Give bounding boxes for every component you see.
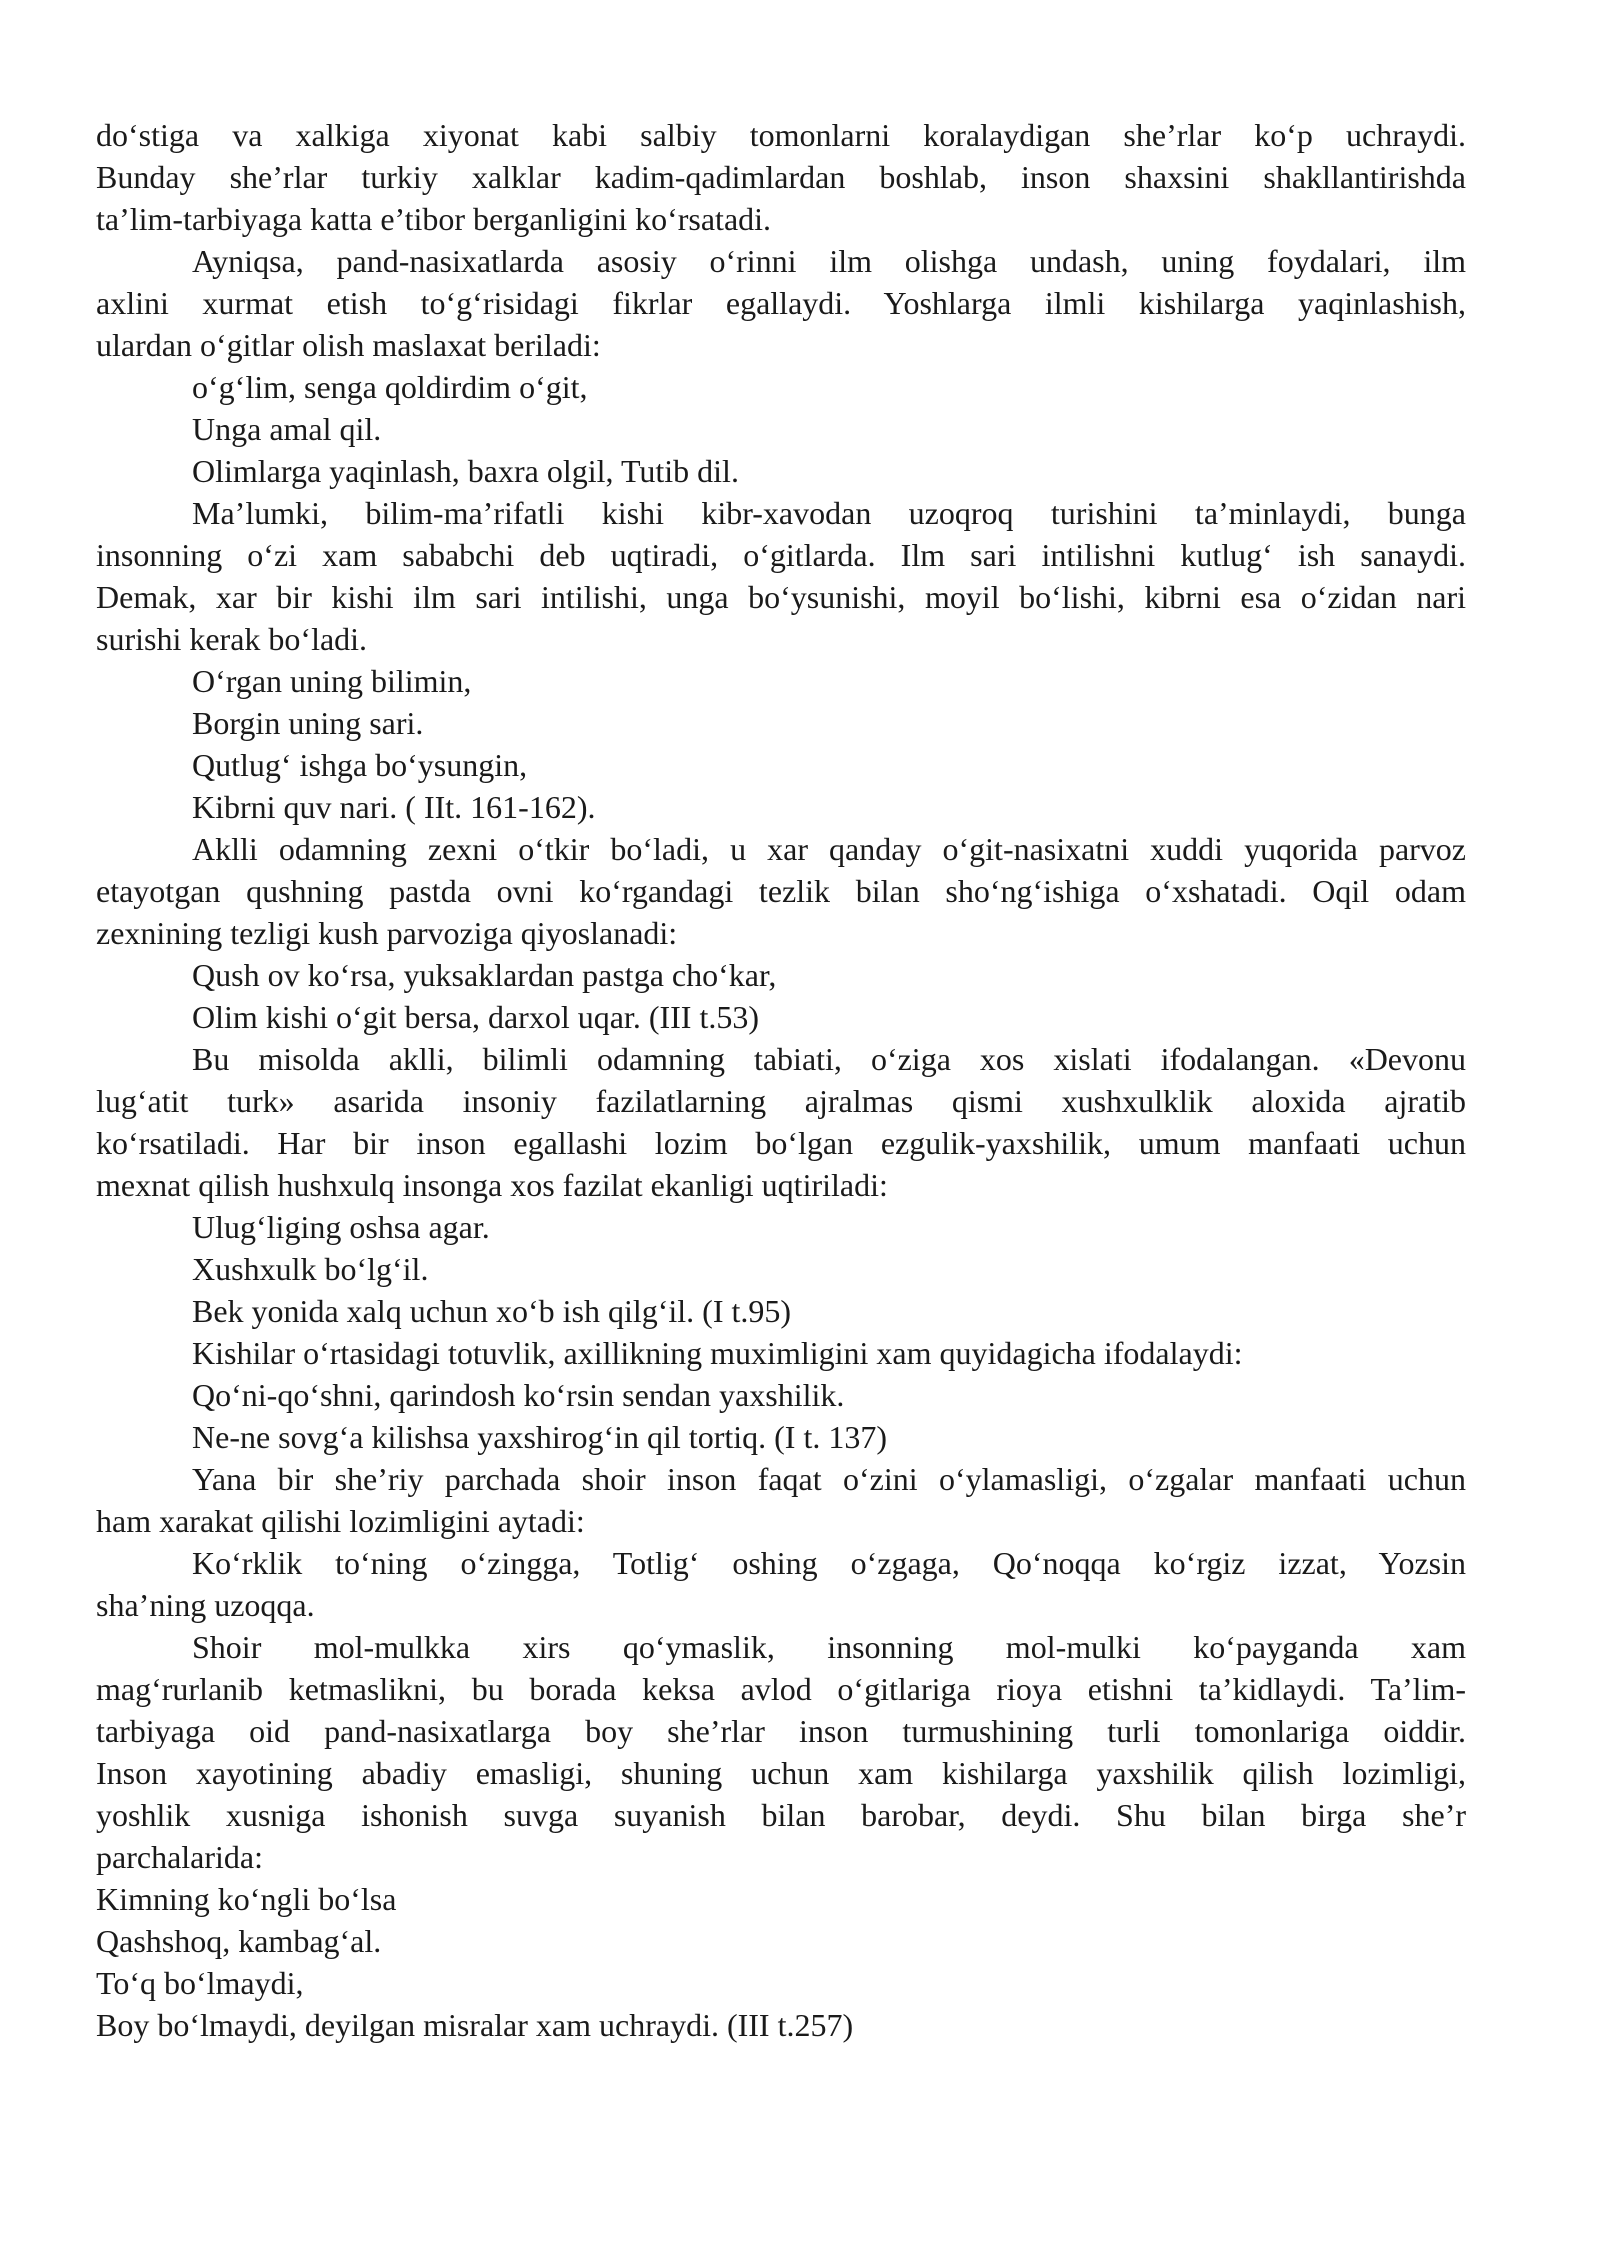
text-line: Demak, xar bir kishi ilm sari intilishi, unga bo‘ysunishi, moyil bo‘lishi, kibrni esa o‘zidan nari [96, 579, 1466, 615]
text-line: Inson xayotining abadiy emasligi, shuning uchun xam kishilarga yaxshilik qilish lozimligi, [96, 1755, 1466, 1791]
verse-line: To‘q bo‘lmaydi, [96, 1965, 304, 2001]
paragraph [96, 1038, 1466, 1206]
verse-line: Borgin uning sari. [192, 705, 424, 741]
paragraph [96, 828, 1466, 954]
verse-line: Qush ov ko‘rsa, yuksaklardan pastga cho‘kar, [192, 957, 777, 993]
text-line: lug‘atit turk» asarida insoniy fazilatlarning ajralmas qismi xushxulklik aloxida ajratib [96, 1083, 1466, 1119]
verse-line: Kishilar o‘rtasidagi totuvlik, axillikning muximligini xam quyidagicha ifodalaydi: [192, 1335, 1243, 1371]
verse-block [96, 1878, 1466, 2046]
verse-line: Ulug‘liging oshsa agar. [192, 1209, 490, 1245]
verse-line: Olim kishi o‘git bersa, darxol uqar. (III t.53) [192, 999, 759, 1035]
text-line: mexnat qilish hushxulq insonga xos fazilat ekanligi uqtiriladi: [96, 1167, 888, 1203]
text-line: ham xarakat qilishi lozimligini aytadi: [96, 1503, 585, 1539]
text-line: surishi kerak bo‘ladi. [96, 621, 368, 657]
verse-line: Olimlarga yaqinlash, baxra olgil, Tutib dil. [192, 453, 739, 489]
text-line: sha’ning uzoqqa. [96, 1587, 315, 1623]
verse-block [96, 954, 1466, 1038]
text-line: do‘stiga va xalkiga xiyonat kabi salbiy tomonlarni koralaydigan she’rlar ko‘p uchraydi. [96, 117, 1466, 153]
verse-line: Qutlug‘ ishga bo‘ysungin, [192, 747, 528, 783]
text-line: yoshlik xusniga ishonish suvga suyanish bilan barobar, deydi. Shu bilan birga she’r [96, 1797, 1466, 1833]
paragraph [96, 492, 1466, 660]
verse-line: Xushxulk bo‘lg‘il. [192, 1251, 429, 1287]
text-line: Ma’lumki, bilim-ma’rifatli kishi kibr-xavodan uzoqroq turishini ta’minlaydi, bunga [192, 495, 1466, 531]
verse-line: O‘rgan uning bilimin, [192, 663, 472, 699]
text-line: etayotgan qushning pastda ovni ko‘rgandagi tezlik bilan sho‘ng‘ishiga o‘xshatadi. Oqil odam [96, 873, 1466, 909]
text-line: Bu misolda aklli, bilimli odamning tabiati, o‘ziga xos xislati ifodalangan. «Devonu [192, 1041, 1466, 1077]
verse-block [96, 660, 1466, 828]
paragraph [96, 240, 1466, 366]
verse-line: o‘g‘lim, senga qoldirdim o‘git, [192, 369, 588, 405]
verse-line: Qo‘ni-qo‘shni, qarindosh ko‘rsin sendan yaxshilik. [192, 1377, 845, 1413]
text-line: zexnining tezligi kush parvoziga qiyoslanadi: [96, 915, 678, 951]
text-line: mag‘rurlanib ketmaslikni, bu borada keksa avlod o‘gitlariga rioya etishni ta’kidlaydi. Ta’lim- [96, 1671, 1466, 1707]
text-line: tarbiyaga oid pand-nasixatlarga boy she’rlar inson turmushining turli tomonlariga oiddir. [96, 1713, 1466, 1749]
paragraph [96, 1458, 1466, 1542]
text-line: Ko‘rklik to‘ning o‘zingga, Totlig‘ oshing o‘zgaga, Qo‘noqqa ko‘rgiz izzat, Yozsin [192, 1545, 1466, 1581]
text-line: ko‘rsatiladi. Har bir inson egallashi lozim bo‘lgan ezgulik-yaxshilik, umum manfaati uchun [96, 1125, 1466, 1161]
text-line: Bunday she’rlar turkiy xalklar kadim-qadimlardan boshlab, inson shaxsini shakllantirishda [96, 159, 1466, 195]
paragraph [96, 1626, 1466, 1878]
verse-line: Unga amal qil. [192, 411, 382, 447]
paragraph [96, 1542, 1466, 1626]
paragraph [96, 114, 1466, 240]
verse-block [96, 1206, 1466, 1458]
verse-line: Boy bo‘lmaydi, deyilgan misralar xam uchraydi. (III t.257) [96, 2007, 854, 2043]
verse-line: Kimning ko‘ngli bo‘lsa [96, 1881, 397, 1917]
text-line: ulardan o‘gitlar olish maslaxat beriladi: [96, 327, 601, 363]
text-line: axlini xurmat etish to‘g‘risidagi fikrlar egallaydi. Yoshlarga ilmli kishilarga yaqinlashish, [96, 285, 1466, 321]
text-line: Yana bir she’riy parchada shoir inson faqat o‘zini o‘ylamasligi, o‘zgalar manfaati uchun [192, 1461, 1466, 1497]
text-line: Ayniqsa, pand-nasixatlarda asosiy o‘rinni ilm olishga undash, uning foydalari, ilm [192, 243, 1466, 279]
verse-block [96, 366, 1466, 492]
text-line: ta’lim-tarbiyaga katta e’tibor berganligini ko‘rsatadi. [96, 201, 772, 237]
verse-line: Qashshoq, kambag‘al. [96, 1923, 382, 1959]
text-line: Shoir mol-mulkka xirs qo‘ymaslik, insonning mol-mulki ko‘payganda xam [192, 1629, 1466, 1665]
text-line: Aklli odamning zexni o‘tkir bo‘ladi, u xar qanday o‘git-nasixatni xuddi yuqorida parvoz [192, 831, 1466, 867]
verse-line: Kibrni quv nari. ( IIt. 161-162). [192, 789, 596, 825]
verse-line: Ne-ne sovg‘a kilishsa yaxshirog‘in qil tortiq. (I t. 137) [192, 1419, 887, 1455]
text-line: parchalarida: [96, 1839, 263, 1875]
text-line: insonning o‘zi xam sababchi deb uqtiradi, o‘gitlarda. Ilm sari intilishni kutlug‘ ish sanaydi. [96, 537, 1466, 573]
verse-line: Bek yonida xalq uchun xo‘b ish qilg‘il. (I t.95) [192, 1293, 792, 1329]
